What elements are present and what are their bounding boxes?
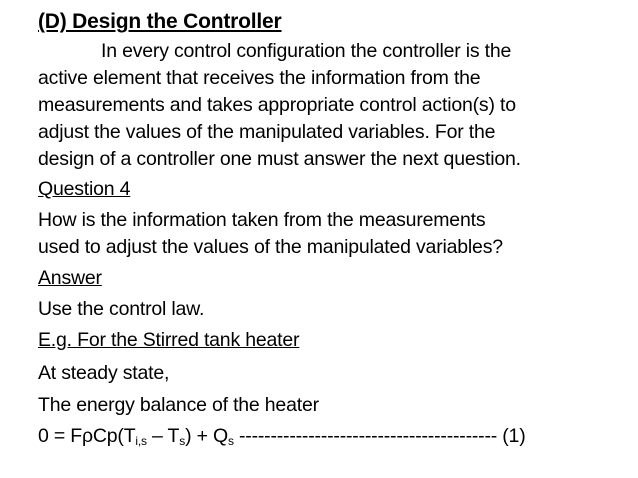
- energy-balance-text: The energy balance of the heater: [38, 394, 319, 416]
- question-heading: Question 4: [38, 178, 131, 200]
- question-line: How is the information taken from the measurements: [38, 209, 486, 231]
- slide-title: (D) Design the Controller: [38, 10, 282, 33]
- example-heading: E.g. For the Stirred tank heater: [38, 329, 300, 351]
- equation-part: 0 = FρCp(T: [38, 425, 136, 447]
- equation-subscript: s: [179, 434, 186, 448]
- intro-line: measurements and takes appropriate control action(s) to: [38, 94, 516, 116]
- equation-subscript: s: [227, 434, 234, 448]
- intro-line: active element that receives the information from the: [38, 67, 481, 89]
- question-text: [38, 207, 628, 261]
- equation-part: – T: [146, 425, 180, 447]
- energy-equation: [38, 423, 628, 450]
- equation-subscript: i,s: [135, 434, 147, 448]
- equation-number: ----------------------------------------- (1): [233, 425, 526, 447]
- steady-state-text: At steady state,: [38, 362, 170, 384]
- intro-line: adjust the values of the manipulated variables. For the: [38, 121, 496, 143]
- intro-line: In every control configuration the controller is the: [101, 40, 512, 62]
- answer-heading: Answer: [38, 267, 102, 289]
- intro-paragraph: [38, 38, 628, 173]
- answer-text: Use the control law.: [38, 298, 205, 320]
- question-line: used to adjust the values of the manipulated variables?: [38, 236, 503, 258]
- equation-part: ) + Q: [185, 425, 228, 447]
- intro-line: design of a controller one must answer the next question.: [38, 148, 521, 170]
